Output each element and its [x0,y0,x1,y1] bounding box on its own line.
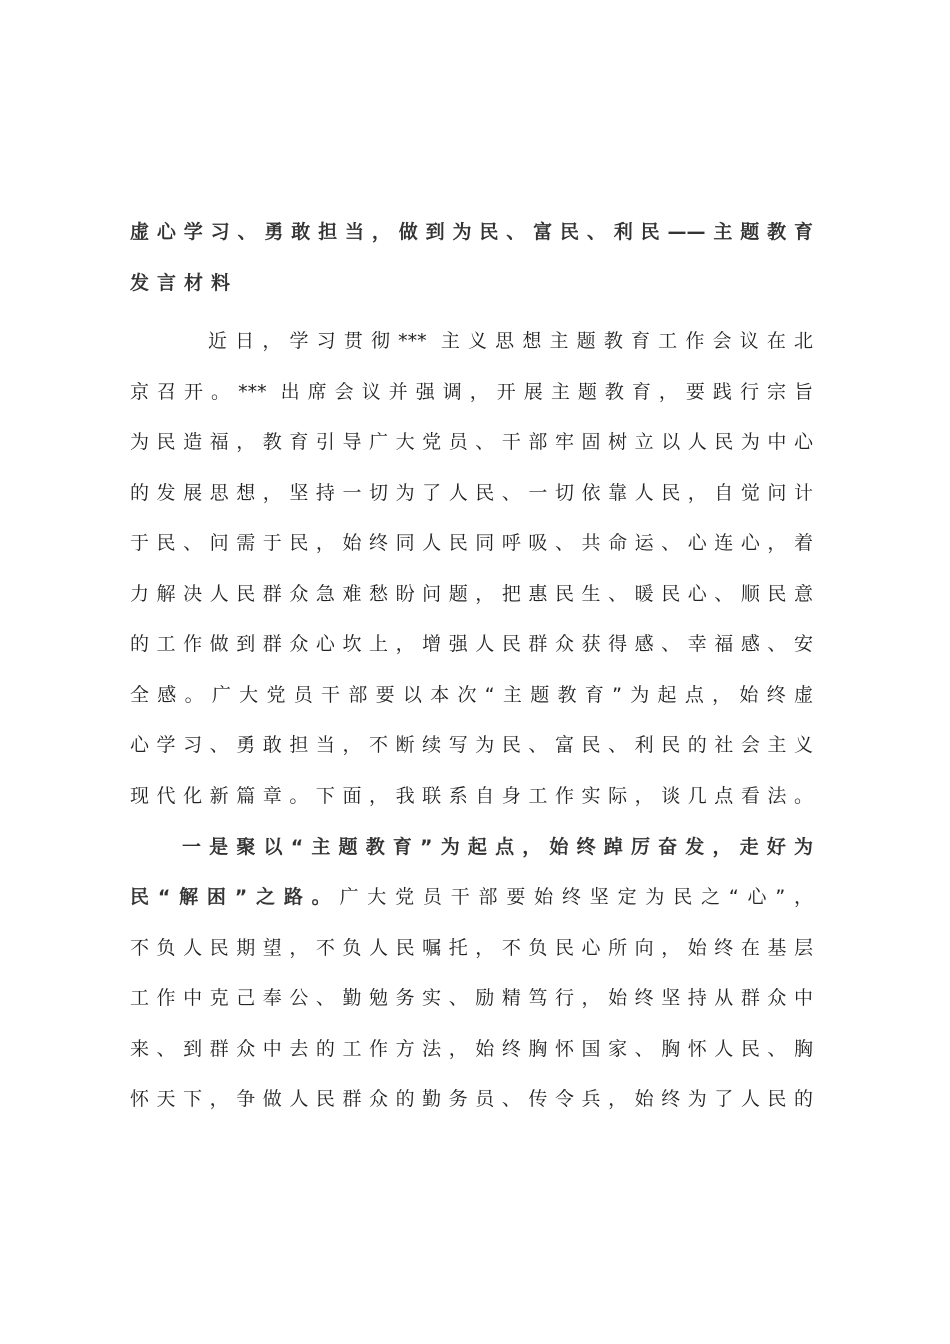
body-text: 来、到群众中去的工作方法，始终胸怀国家、胸怀人民、胸 [130,1038,813,1060]
paragraph-line [130,881,813,913]
bold-text: 一是聚以“主题教育”为起点，始终踔厉奋发，走好为 [182,836,813,858]
body-text: 为民造福，教育引导广大党员、干部牢固树立以人民为中心 [130,431,813,453]
bold-text: 民“解困”之路。 [130,886,340,908]
paragraph-line [130,729,813,761]
body-text: 工作中克己奉公、勤勉务实、励精笃行，始终坚持从群众中 [130,987,813,1009]
paragraph-line [130,932,813,964]
paragraph-line [130,578,813,610]
body-text: 的工作做到群众心坎上，增强人民群众获得感、幸福感、安 [130,633,813,655]
body-text: 不负人民期望，不负人民嘱托，不负民心所向，始终在基层 [130,937,813,959]
body-text: 心学习、勇敢担当，不断续写为民、富民、利民的社会主义 [130,734,813,756]
paragraph-line [130,1033,813,1065]
paragraph-line [130,982,813,1014]
document-page [130,0,813,1344]
body-text: 近日，学习贯彻*** 主义思想主题教育工作会议在北 [208,330,813,352]
paragraph-line [130,426,813,458]
document-title-line-1: 虚心学习、勇敢担当，做到为民、富民、利民——主题教育 [130,221,813,243]
body-text: 京召开。*** 出席会议并强调，开展主题教育，要践行宗旨 [130,381,813,403]
paragraph-line [130,780,813,812]
paragraph-line [130,477,813,509]
body-text: 的发展思想，坚持一切为了人民、一切依靠人民，自觉问计 [130,482,813,504]
paragraph-line [130,679,813,711]
body-text: 于民、问需于民，始终同人民同呼吸、共命运、心连心，着 [130,532,813,554]
paragraph-line [208,325,813,357]
body-text: 怀天下，争做人民群众的勤务员、传令兵，始终为了人民的 [130,1088,813,1110]
body-text: 力解决人民群众急难愁盼问题，把惠民生、暖民心、顺民意 [130,583,813,605]
paragraph-line [130,527,813,559]
paragraph-line [182,831,813,863]
document-title-line-2: 发言材料 [130,272,239,294]
paragraph-line [130,628,813,660]
body-text: 现代化新篇章。下面，我联系自身工作实际，谈几点看法。 [130,785,813,807]
paragraph-line [130,1083,813,1115]
paragraph-line [130,376,813,408]
body-text: 全感。广大党员干部要以本次“主题教育”为起点，始终虚 [130,684,813,706]
body-text: 广大党员干部要始终坚定为民之“心”， [339,886,813,908]
